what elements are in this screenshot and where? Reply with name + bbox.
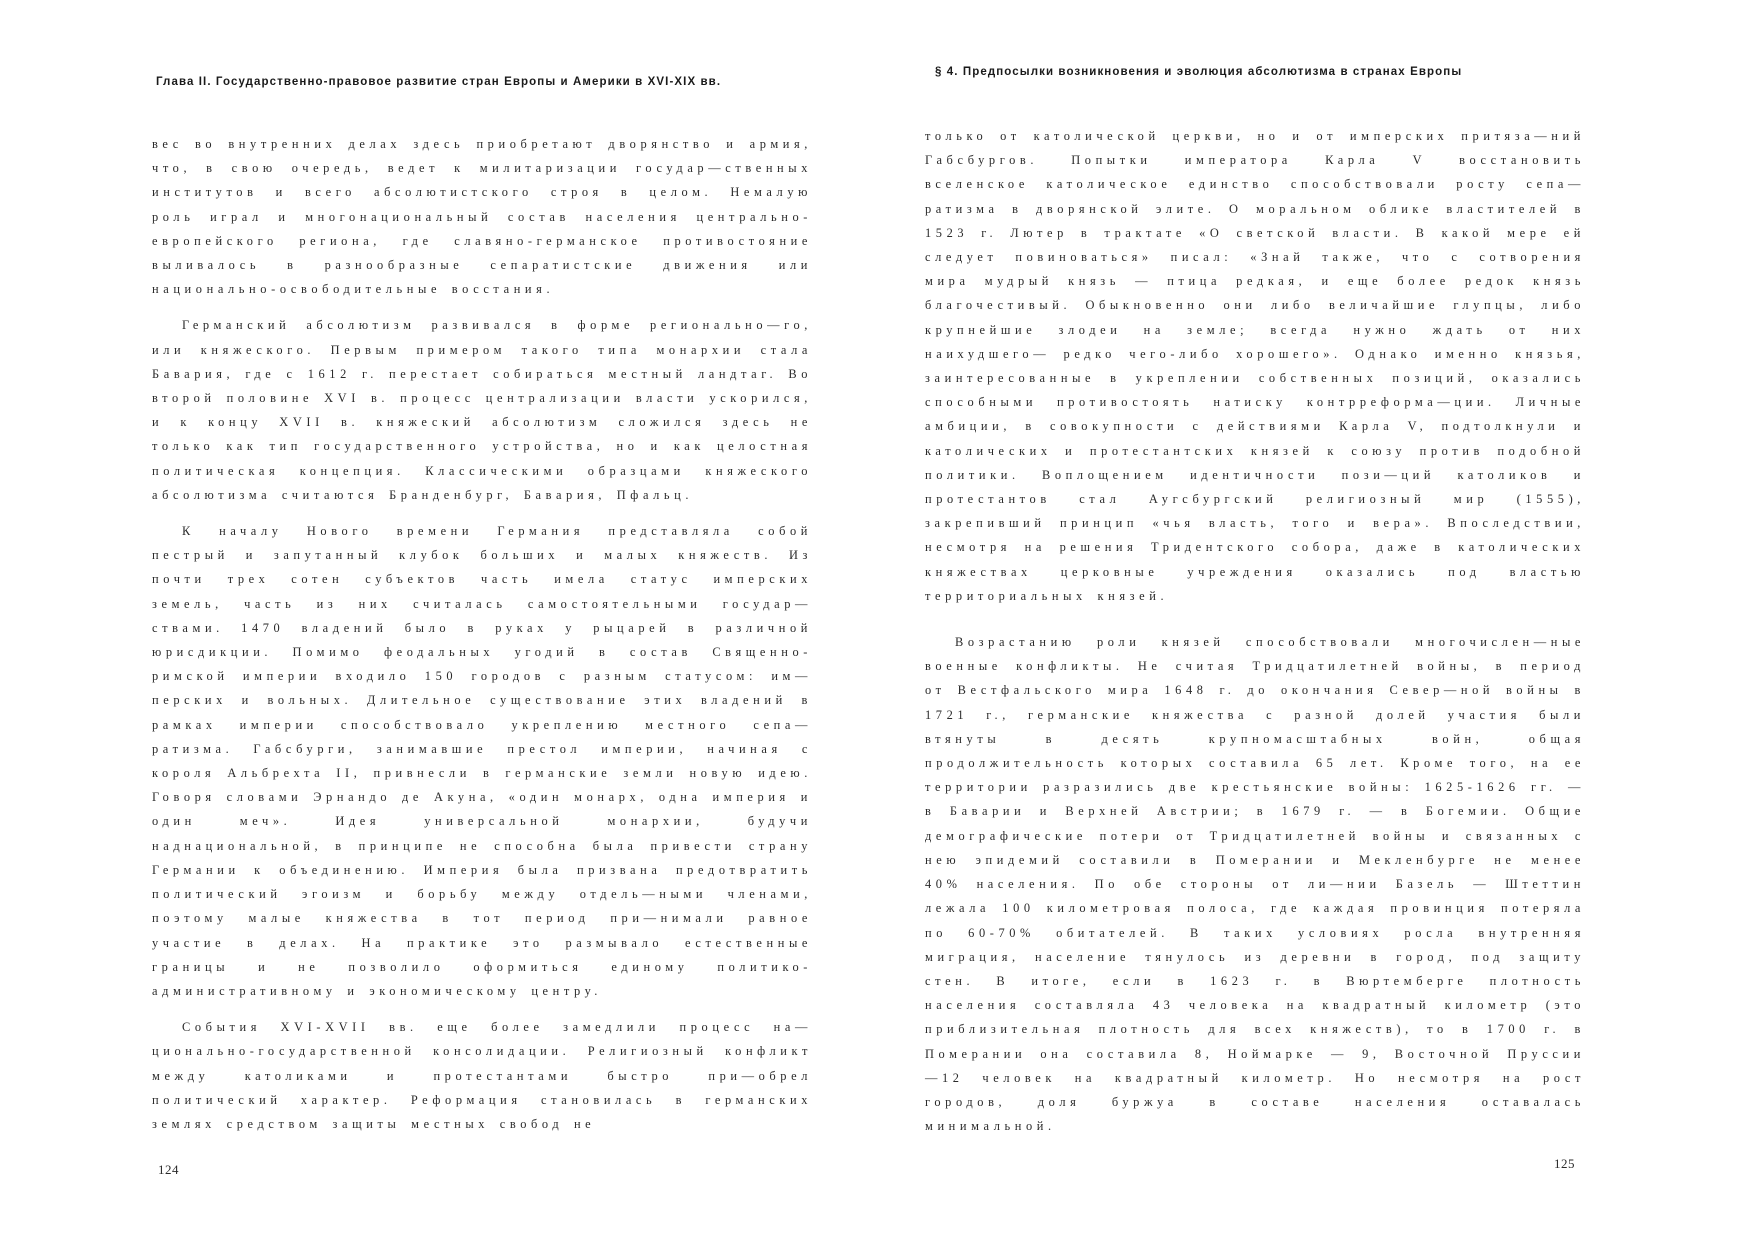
right-page [877,0,1754,1239]
running-header-left: Глава II. Государственно-правовое развитие стран Европы и Америки в XVI-XIX вв. [156,76,722,88]
paragraph-1: только от католической церкви, но и от имперских притяза—ний Габсбургов. Попытки императора Карла V восстановить вселенское католическое единство способствовали росту сепа—ратизма в дворянской элите. О моральном облике властителей в 1523 г. Лютер в трактате «О светской власти. В какой мере ей следует повиноваться» писал: «Знай также, что с сотворения мира мудрый князь — птица редкая, и еще более редок князь благочестивый. Обыкновенно они либо величайшие глупцы, либо крупнейшие злодеи на земле; всегда нужно ждать от них наихудшего— редко чего-либо хорошего». Однако именно князья, заинтересованные в укреплении собственных позиций, оказались способными противостоять натиску контрреформа—ции. Личные амбиции, в совокупности с действиями Карла V, подтолкнули и католических и протестантских князей к союзу против подобной политики. Воплощением идентичности пози—ций католиков и протестантов стал Аугсбургский религиозный мир (1555), закрепивший принцип «чья власть, того и вера». Впоследствии, несмотря на решения Тридентского собора, даже в католических княжествах церковные учреждения оказались под властью территориальных князей. [925,129,1585,603]
right-page-body [925,124,1585,1138]
paragraph-1: вес во внутренних делах здесь приобретают дворянство и армия, что, в свою очередь, ведет к милитаризации государ—ственных институтов и всего абсолютистского строя в целом. Немалую роль играл и многонациональный состав населения центрально-европейского региона, где славяно-германское противостояние выливалось в разнообразные сепаратистские движения или национально-освободительные восстания. [152,137,812,297]
left-page-body [152,132,812,1136]
paragraph-3: К началу Нового времени Германия представляла собой пестрый и запутанный клубок больших и малых княжеств. Из почти трех сотен субъектов часть имела статус имперских земель, часть из них считалась самостоятельными государ—ствами. 1470 владений было в руках у рыцарей в различной юрисдикции. Помимо феодальных угодий в состав Священно-римской империи входило 150 городов с разным статусом: им—перских и вольных. Длительное существование этих владений в рамках империи способствовало укреплению местного сепа—ратизма. Габсбурги, занимавшие престол империи, начиная с короля Альбрехта II, привнесли в германские земли новую идею. Говоря словами Эрнандо де Акуна, «один монарх, одна империя и один меч». Идея универсальной монархии, будучи наднациональной, в принципе не способна была привести страну Германии к объединению. Империя была призвана предотвратить политический эгоизм и борьбу между отдель—ными членами, поэтому малые княжества в тот период при—нимали равное участие в делах. На практике это размывало естественные границы и не позволило оформиться единому политико-административному и экономическому центру. [152,524,812,998]
page-number-left: 124 [158,1162,179,1177]
paragraph-2: Возрастанию роли князей способствовали многочислен—ные военные конфликты. Не считая Тридцатилетней войны, в период от Вестфальского мира 1648 г. до окончания Север—ной войны в 1721 г., германские княжества с разной долей участия были втянуты в десять крупномасштабных войн, общая продолжительность которых составила 65 лет. Кроме того, на ее территории разразились две крестьянские войны: 1625-1626 гг. — в Баварии и Верхней Австрии; в 1679 г. — в Богемии. Общие демографические потери от Тридцатилетней войны и связанных с нею эпидемий составили в Померании и Мекленбурге не менее 40% населения. По обе стороны от ли—нии Базель — Штеттин лежала 100 километровая полоса, где каждая провинция потеряла по 60-70% обитателей. В таких условиях росла внутренняя миграция, население тянулось из деревни в город, под защиту стен. В итоге, если в 1623 г. в Вюртемберге плотность населения составляла 43 человека на квадратный километр (это приблизительная плотность для всех княжеств), то в 1700 г. в Померании она составила 8, Ноймарке — 9, Восточной Пруссии —12 человек на квадратный километр. Но несмотря на рост городов, доля буржуа в составе населения оставалась минимальной. [925,635,1585,1134]
paragraph-4: События XVI-XVII вв. еще более замедлили процесс на—ционально-государственной консолидации. Религиозный конфликт между католиками и протестантами быстро при—обрел политический характер. Реформация становилась в германских землях средством защиты местных свобод не [152,1020,812,1131]
paragraph-2: Германский абсолютизм развивался в форме регионально—го, или княжеского. Первым примером такого типа монархии стала Бавария, где с 1612 г. перестает собираться местный ландтаг. Во второй половине XVI в. процесс централизации власти ускорился, и к концу XVII в. княжеский абсолютизм сложился здесь не только как тип государственного устройства, но и как целостная политическая концепция. Классическими образцами княжеского абсолютизма считаются Бранденбург, Бавария, Пфальц. [152,318,812,502]
running-header-right: § 4. Предпосылки возникновения и эволюция абсолютизма в странах Европы [935,66,1463,78]
page-number-right: 125 [1554,1156,1575,1171]
